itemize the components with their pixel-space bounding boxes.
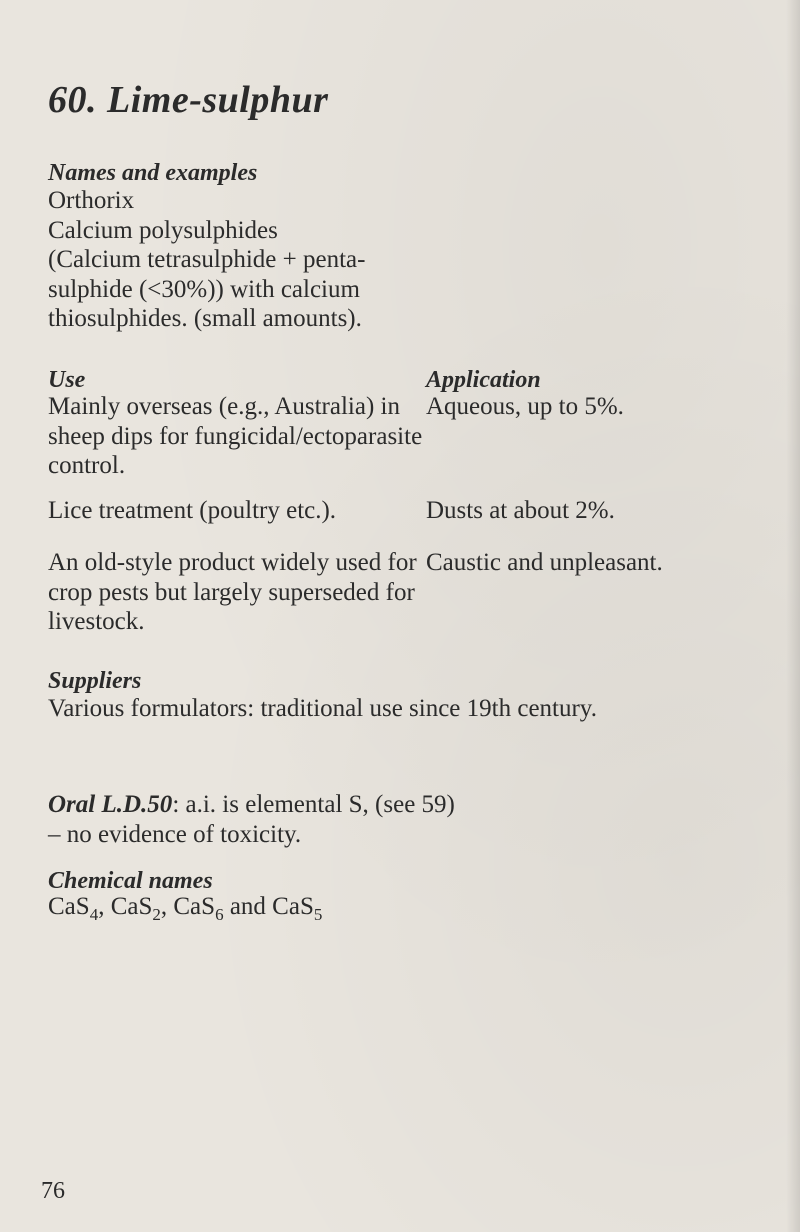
formula: CaS$_6$	[173, 893, 224, 924]
formula-separator: ,	[98, 893, 111, 920]
use-text-line: Lice treatment (poultry etc.).	[48, 497, 337, 524]
oral-ld50-block	[48, 790, 455, 849]
use-row-2	[48, 496, 336, 526]
use-text-line: livestock.	[48, 608, 145, 635]
names-list	[48, 186, 365, 334]
use-text-line: An old-style product widely used for	[48, 549, 417, 576]
formula: CaS$_2$	[110, 893, 161, 924]
application-row-3: Caustic and unpleasant.	[426, 549, 663, 576]
application-heading: Application	[426, 367, 541, 393]
formula-conjunction: and	[223, 893, 273, 920]
chemical-formulas	[48, 892, 322, 922]
use-text-line: sheep dips for fungicidal/ectoparasite	[48, 422, 423, 450]
formula-separator: ,	[160, 893, 174, 920]
use-text-line: crop pests but largely superseded for	[48, 578, 415, 606]
use-text-line: Mainly overseas (e.g., Australia) in	[48, 393, 400, 420]
oral-ld50-note: – no evidence of toxicity.	[48, 820, 302, 848]
page-edge-shadow	[786, 0, 800, 1232]
names-line: (Calcium tetrasulphide + penta-	[48, 246, 366, 273]
use-row-1	[48, 392, 422, 481]
names-line: Calcium polysulphides	[48, 216, 278, 244]
names-line: Orthorix	[48, 187, 135, 214]
page-title: 60. Lime-sulphur	[48, 79, 329, 121]
oral-ld50-label: Oral L.D.50	[48, 791, 173, 818]
suppliers-heading: Suppliers	[48, 668, 142, 694]
application-row-1: Aqueous, up to 5%.	[426, 393, 624, 420]
use-text-line: control.	[48, 452, 126, 479]
page-number: 76	[41, 1178, 65, 1204]
chemical-names-heading: Chemical names	[48, 868, 213, 894]
application-row-2: Dusts at about 2%.	[426, 497, 615, 524]
oral-ld50-text: : a.i. is elemental S, (see 59)	[172, 791, 455, 818]
names-line: thiosulphides. (small amounts).	[48, 305, 362, 332]
names-heading: Names and examples	[48, 160, 258, 186]
formula: CaS$_5$	[272, 893, 323, 924]
use-heading: Use	[48, 367, 86, 393]
use-row-3	[48, 548, 417, 637]
suppliers-text: Various formulators: traditional use since 19th century.	[48, 695, 597, 722]
formula: CaS$_4$	[48, 893, 99, 924]
names-line: sulphide (<30%)) with calcium	[48, 275, 360, 303]
